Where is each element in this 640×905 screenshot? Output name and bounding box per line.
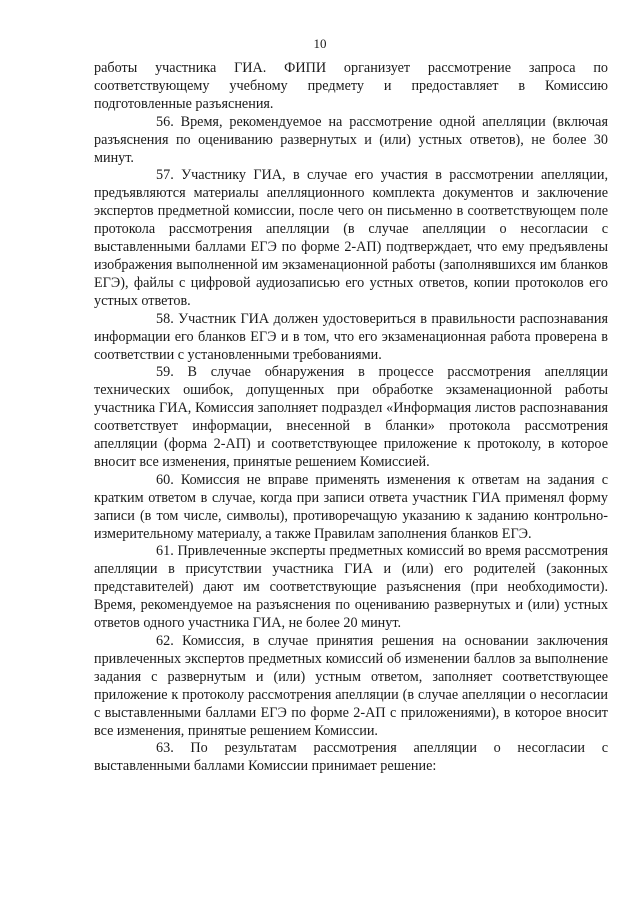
paragraph-61: 61. Привлеченные эксперты предметных комиссий во время рассмотрения апелляции в присутствии участника ГИА и (или) его родителей (законных представителей) дают им соответствующие разъяснения (при необходимости). Время, рекомендуемое на разъяснения по оцениванию развернутых и (или) устных ответов одного участника ГИА, не более 20 минут.: [94, 543, 608, 632]
paragraph-57: 57. Участнику ГИА, в случае его участия в рассмотрении апелляции, предъявляются материалы апелляционного комплекта документов и заключение экспертов предметной комиссии, после чего он письменно в соответствующем поле протокола рассмотрения апелляции (в случае апелляции о несогласии с выставленными баллами ЕГЭ по форме 2-АП) подтверждает, что ему предъявлены изображения выполненной им экзаменационной работы (заполнявшихся им бланков ЕГЭ), файлы с цифровой аудиозаписью его устных ответов, копии протоколов его устных ответов.: [94, 167, 608, 309]
paragraph-62: 62. Комиссия, в случае принятия решения на основании заключения привлеченных экспертов предметных комиссий об изменении баллов за выполнение задания с развернутым и (или) устным ответом, заполняет соответствующее приложение к протоколу рассмотрения апелляции (в случае апелляции о несогласии с выставленными баллами ЕГЭ по форме 2-АП с приложениями), в которое вносит все изменения, принятые решением Комиссии.: [94, 633, 608, 739]
paragraph-63: 63. По результатам рассмотрения апелляции о несогласии с выставленными баллами Комиссии принимает решение:: [94, 740, 608, 775]
paragraph-58: 58. Участник ГИА должен удостовериться в правильности распознавания информации его бланков ЕГЭ и в том, что его экзаменационная работа проверена в соответствии с установленными требованиями.: [94, 310, 608, 363]
paragraph-60: 60. Комиссия не вправе применять изменения к ответам на задания с кратким ответом в случае, когда при записи ответа участник ГИА применял форму записи (в том числе, символы), противоречащую указанию к заданию контрольно-измерительному материалу, а также Правилам заполнения бланков ЕГЭ.: [94, 471, 608, 542]
paragraph-56: 56. Время, рекомендуемое на рассмотрение одной апелляции (включая разъяснения по оцениванию развернутых и (или) устных ответов), не более 30 минут.: [94, 113, 608, 166]
paragraph-59: 59. В случае обнаружения в процессе рассмотрения апелляции технических ошибок, допущенных при обработке экзаменационной работы участника ГИА, Комиссия заполняет подраздел «Информация листов распознавания соответствует информации, внесенной в бланки» протокола рассмотрения апелляции (форма 2-АП) и соответствующее приложение к протоколу, в которое вносит все изменения, принятые решением Комиссией.: [94, 364, 608, 470]
paragraph-continuation: работы участника ГИА. ФИПИ организует рассмотрение запроса по соответствующему учебному предмету и предоставляет в Комиссию подготовленные разъяснения.: [94, 60, 608, 112]
document-body: [94, 60, 608, 776]
page-number: 10: [313, 36, 327, 51]
